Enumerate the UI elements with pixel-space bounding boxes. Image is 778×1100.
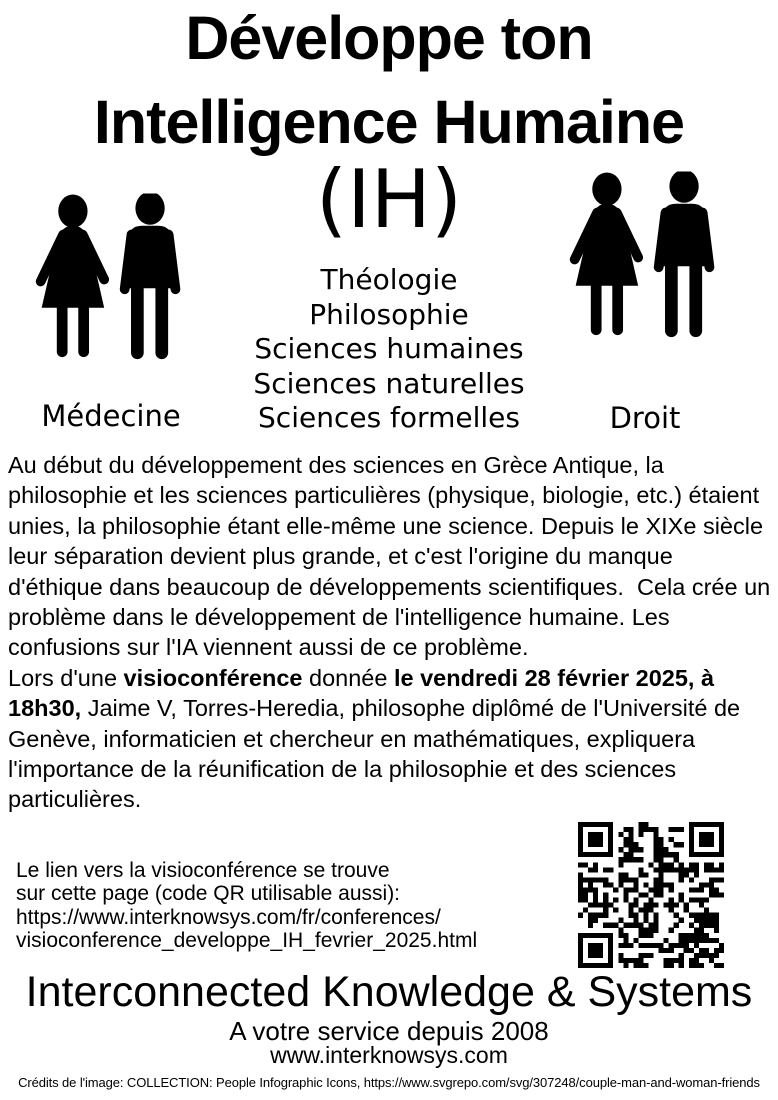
event-highlight-visioconference: visioconférence — [123, 664, 303, 691]
discipline-item: Philosophie — [309, 297, 469, 331]
discipline-item: Sciences formelles — [258, 401, 520, 434]
body-text — [8, 450, 777, 815]
discipline-item: Théologie — [320, 263, 458, 296]
qr-code — [578, 822, 724, 968]
qr-note-line: sur cette page (code QR utilisable aussi): — [16, 882, 401, 906]
event-text: Lors d'une — [8, 664, 124, 691]
medicine-label: Médecine — [41, 399, 181, 433]
discipline-item: Sciences humaines — [254, 332, 524, 365]
disciplines-list — [0, 263, 778, 436]
event-text: Jaime V, Torres-Heredia, philosophe diplômé de l'Université de Genève, informaticien et chercheur en mathématiques, expliquera l'importance de la réunification de la philosophie et des sciences particulières. — [8, 695, 747, 813]
conference-url-line: https://www.interknowsys.com/fr/conferences/ — [16, 905, 441, 929]
page-title — [0, 0, 778, 164]
discipline-item: Sciences naturelles — [253, 366, 525, 400]
law-label: Droit — [609, 401, 681, 435]
qr-note — [16, 859, 572, 952]
conference-url-line: visioconference_developpe_IH_fevrier_2025.html — [16, 928, 478, 952]
company-website: www.interknowsys.com — [270, 1042, 508, 1068]
event-paragraph — [8, 663, 772, 815]
event-highlight-date: le vendredi 28 février 2025, à 18h30, — [8, 664, 721, 722]
qr-note-line: Le lien vers la visioconférence se trouve — [16, 859, 390, 882]
image-credits: Crédits de l'image: COLLECTION: People Infographic Icons, https://www.svgrepo.com/svg/307248/couple-man-and-woman-friends — [18, 1075, 760, 1090]
company-name: Interconnected Knowledge & Systems — [25, 968, 753, 1016]
title-line-2: Intelligence Humaine — [93, 88, 685, 156]
subtitle-ih: (IH) — [315, 153, 463, 246]
title-line-1: Développe ton — [185, 4, 593, 72]
intro-paragraph: Au début du développement des sciences en Grèce Antique, la philosophie et les sciences particulières (physique, biologie, etc.) étaient unies, la philosophie étant elle-même une science. Depuis le XIXe siècle leur séparation devient plus grande, et c'est l'origine du manque d'éthique dans beaucoup de développements scientifiques. Cela crée un problème dans le développement de l'intelligence humaine. Les confusions sur l'IA viennent aussi de ce problème. — [8, 452, 777, 661]
company-tagline: A votre service depuis 2008 — [229, 1016, 549, 1046]
event-text: donnée — [302, 664, 394, 691]
